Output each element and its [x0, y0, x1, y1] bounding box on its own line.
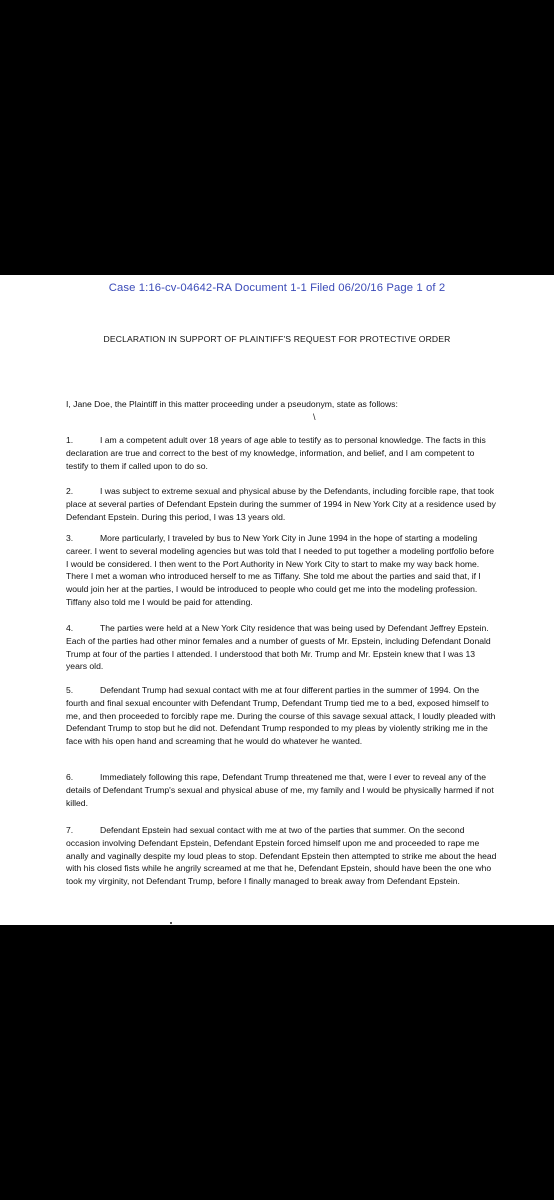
- paragraph-number: 7.: [66, 825, 74, 835]
- paragraph-text: I am a competent adult over 18 years of age able to testify as to personal knowledge. The facts in this declaration are true and correct to the best of my knowledge, information, and belief, and I am competent to testify to them if called upon to do so.: [66, 435, 486, 471]
- paragraph-number: 2.: [66, 486, 74, 496]
- paragraph-text: I was subject to extreme sexual and physical abuse by the Defendants, including forcible rape, that took place at several parties of Defendant Epstein during the summer of 1994 in New York City at a residence used by Defendant Epstein. During this period, I was 13 years old.: [66, 486, 496, 522]
- paragraph-3: [66, 532, 498, 609]
- paragraph-number: 1.: [66, 435, 74, 445]
- paragraph-1: [66, 434, 498, 472]
- intro-statement: I, Jane Doe, the Plaintiff in this matter proceeding under a pseudonym, state as follows:: [66, 399, 398, 409]
- paragraph-5: [66, 684, 498, 748]
- paragraph-text: The parties were held at a New York City residence that was being used by Defendant Jeffrey Epstein. Each of the parties had other minor females and a number of guests of Mr. Epstein, including Defendant Donald Trump at four of the parties I attended. I understood that both Mr. Trump and Mr. Epstein knew that I was 13 years old.: [66, 623, 491, 672]
- document-page: [0, 275, 554, 925]
- paragraph-text: Defendant Trump had sexual contact with me at four different parties in the summer of 1994. On the fourth and final sexual encounter with Defendant Trump, Defendant Trump tied me to a bed, exposed himself to me, and then proceeded to forcibly rape me. During the course of this savage sexual attack, I loudly pleaded with Defendant Trump to stop but he did not. Defendant Trump responded to my pleas by violently striking me in the face with his open hand and screaming that he would do whatever he wanted.: [66, 685, 496, 747]
- paragraph-number: 3.: [66, 533, 74, 543]
- paragraph-text: Immediately following this rape, Defendant Trump threatened me that, were I ever to reveal any of the details of Defendant Trump's sexual and physical abuse of me, my family and I would be physically harmed if not killed.: [66, 772, 494, 808]
- document-title: DECLARATION IN SUPPORT OF PLAINTIFF'S REQUEST FOR PROTECTIVE ORDER: [103, 334, 451, 344]
- paragraph-number: 5.: [66, 685, 74, 695]
- paragraph-4: [66, 622, 498, 673]
- scan-speck: [170, 922, 172, 924]
- case-header: Case 1:16-cv-04642-RA Document 1-1 Filed 06/20/16 Page 1 of 2: [108, 282, 446, 294]
- paragraph-7: [66, 824, 498, 888]
- paragraph-text: More particularly, I traveled by bus to New York City in June 1994 in the hope of starting a modeling career. I went to several modeling agencies but was told that I needed to put together a modeling portfolio before I would be considered. I then went to the Port Authority in New York City to start to make my way back home. There I met a woman who introduced herself to me as Tiffany. She told me about the parties and said that, if I would join her at the parties, I would be introduced to people who could get me into the modeling profession. Tiffany also told me I would be paid for attending.: [66, 533, 495, 607]
- paragraph-number: 4.: [66, 623, 74, 633]
- paragraph-2: [66, 485, 498, 523]
- paragraph-6: [66, 771, 498, 809]
- paragraph-text: Defendant Epstein had sexual contact with me at two of the parties that summer. On the second occasion involving Defendant Epstein, Defendant Epstein forced himself upon me and proceeded to rape me anally and vaginally despite my loud pleas to stop. Defendant Epstein then attempted to strike me about the head with his closed fists while he angrily screamed at me that he, Defendant Epstein, should have been the one who took my virginity, not Defendant Trump, before I finally managed to break away from Defendant Epstein.: [66, 825, 497, 887]
- stray-mark: \: [313, 412, 316, 422]
- paragraph-number: 6.: [66, 772, 74, 782]
